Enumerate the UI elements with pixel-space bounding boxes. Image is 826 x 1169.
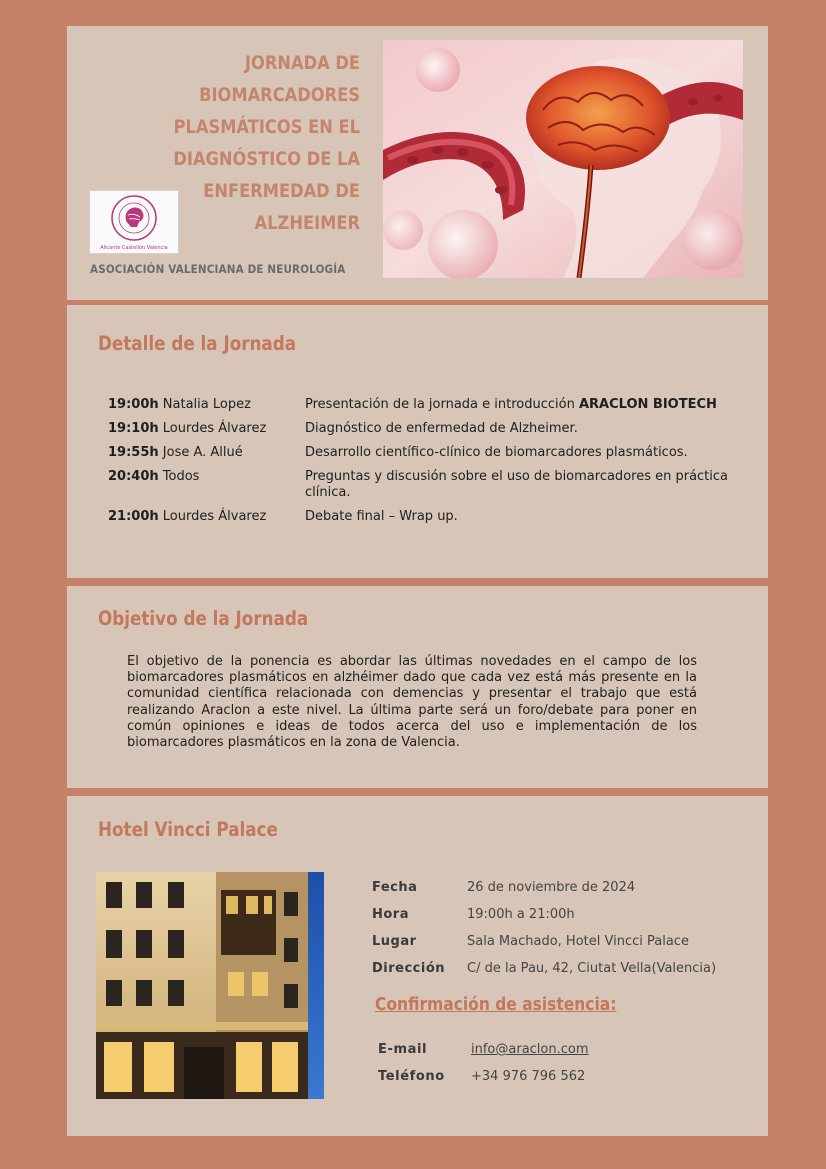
email-link[interactable]: info@araclon.com	[471, 1042, 589, 1057]
info-value: 26 de noviembre de 2024	[467, 880, 636, 895]
agenda-description: Debate final – Wrap up.	[305, 509, 458, 524]
info-row-time	[372, 907, 716, 934]
agenda-description: Presentación de la jornada e introducción	[305, 397, 579, 412]
organization-name: ASOCIACIÓN VALENCIANA DE NEUROLOGÍA	[90, 262, 346, 276]
info-label: Hora	[372, 907, 409, 922]
agenda-time: 19:00h	[108, 397, 159, 412]
objective-text: El objetivo de la ponencia es abordar las últimas novedades en el campo de los biomarcadores plasmáticos en alzhéimer dado que cada vez está más presente en la comunidad científica relacionada con demencias y presentar el trabajo que está realizando Araclon a este nivel. La última parte será un foro/debate para poner en común opiniones e ideas de todos acerca del uso e implementación de los biomarcadores plasmáticos en la zona de Valencia.	[127, 654, 697, 751]
venue-panel	[67, 796, 768, 1136]
contact-label: Teléfono	[378, 1069, 445, 1084]
agenda-row	[108, 397, 748, 413]
venue-title: Hotel Vincci Palace	[98, 818, 278, 841]
agenda-time: 20:40h	[108, 469, 159, 484]
objective-title: Objetivo de la Jornada	[98, 607, 309, 630]
agenda-speaker: Lourdes Álvarez	[162, 509, 267, 524]
info-label: Lugar	[372, 934, 417, 949]
detail-title: Detalle de la Jornada	[98, 332, 297, 355]
contact-info	[378, 1042, 589, 1096]
agenda-row	[108, 421, 748, 437]
agenda-description-bold: ARACLON BIOTECH	[578, 397, 717, 412]
event-title: JORNADA DE BIOMARCADORES PLASMÁTICOS EN EL DIAGNÓSTICO DE LA ENFERMEDAD DE ALZHEIMER	[173, 53, 360, 234]
info-row-address	[372, 961, 716, 988]
info-value: C/ de la Pau, 42, Ciutat Vella(Valencia)	[467, 961, 717, 976]
society-logo	[89, 190, 179, 254]
agenda-time: 21:00h	[108, 509, 159, 524]
agenda-row	[108, 509, 748, 525]
objective-panel	[67, 586, 768, 788]
agenda-description: Preguntas y discusión sobre el uso de biomarcadores en práctica clínica.	[305, 469, 729, 500]
info-row-date	[372, 880, 716, 907]
agenda-speaker: Lourdes Álvarez	[162, 421, 267, 436]
agenda-time: 19:55h	[108, 445, 159, 460]
header-panel	[67, 26, 768, 300]
detail-panel	[67, 305, 768, 578]
info-value: Sala Machado, Hotel Vincci Palace	[467, 934, 689, 949]
agenda-speaker: Todos	[162, 469, 200, 484]
agenda-description: Desarrollo científico-clínico de biomarcadores plasmáticos.	[305, 445, 688, 460]
agenda-time: 19:10h	[108, 421, 159, 436]
info-row-place	[372, 934, 716, 961]
rsvp-title: Confirmación de asistencia:	[375, 994, 617, 1015]
brain-illustration	[383, 40, 743, 278]
info-value: 19:00h a 21:00h	[467, 907, 575, 922]
info-label: Fecha	[372, 880, 418, 895]
agenda-speaker: Natalia Lopez	[162, 397, 251, 412]
contact-label: E-mail	[378, 1042, 428, 1057]
contact-row-email	[378, 1042, 589, 1069]
logo-cities: Alicante Castellón Valencia	[100, 245, 168, 251]
agenda-speaker: Jose A. Allué	[162, 445, 243, 460]
agenda-row	[108, 445, 748, 461]
phone-number: +34 976 796 562	[471, 1069, 586, 1084]
agenda-description: Diagnóstico de enfermedad de Alzheimer.	[305, 421, 578, 436]
hotel-photo	[96, 872, 324, 1099]
event-info	[372, 880, 716, 988]
agenda-list	[108, 397, 748, 533]
contact-row-phone	[378, 1069, 589, 1096]
agenda-row	[108, 469, 748, 501]
info-label: Dirección	[372, 961, 446, 976]
